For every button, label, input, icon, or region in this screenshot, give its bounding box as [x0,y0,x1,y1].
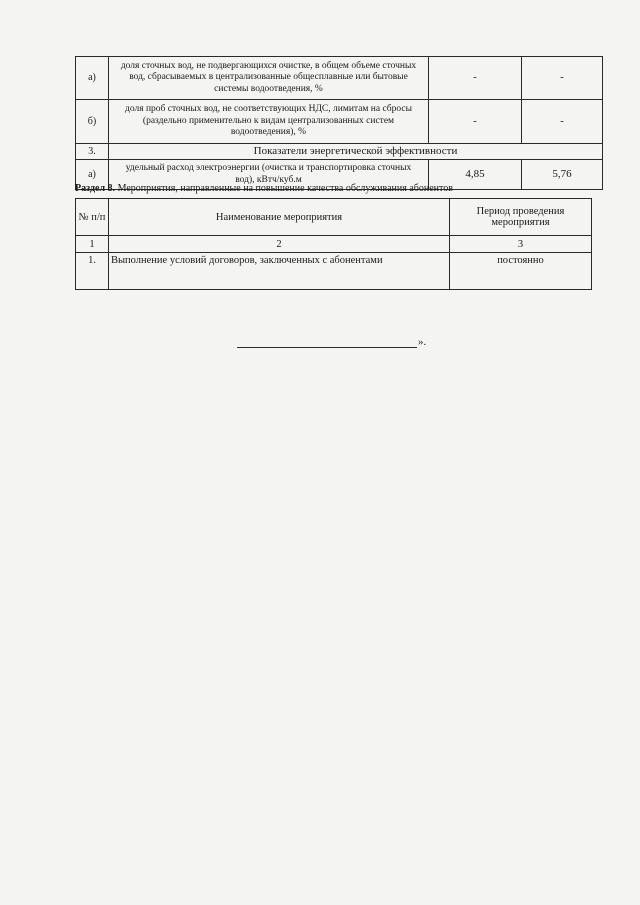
row-number: б) [76,100,109,144]
row-number: 3. [76,144,109,160]
table-header-row [76,199,592,236]
row-number: а) [76,160,109,190]
table-row [76,144,603,160]
indicator-name: доля сточных вод, не подвергающихся очистке, в общем объеме сточных вод, сбрасываемых в централизованные общесплавные или бытовые системы водоотведения, % [109,57,429,100]
index-period: 3 [450,236,592,253]
measure-name: Выполнение условий договоров, заключенных с абонентами [109,253,450,290]
indicator-value-1: - [429,100,522,144]
indicator-value-1: 4,85 [429,160,522,190]
closing-quote: ». [418,336,427,348]
table-row [76,253,592,290]
measures-table [75,198,592,290]
indicator-name: удельный расход электроэнергии (очистка и транспортировка сточных вод), кВтч/куб.м [109,160,429,190]
indicator-value-2: - [522,100,603,144]
row-number: 1. [76,253,109,290]
index-name: 2 [109,236,450,253]
section-title: Мероприятия, направленные на повышение качества обслуживания абонентов [117,183,453,194]
index-num: 1 [76,236,109,253]
row-number: а) [76,57,109,100]
indicator-name: доля проб сточных вод, не соответствующих НДС, лимитам на сбросы (раздельно применительно к видам централизованных систем водоотведения), % [109,100,429,144]
indicator-value-2: - [522,57,603,100]
header-name: Наименование мероприятия [109,199,450,236]
section-heading [75,183,453,194]
table-row [76,100,603,144]
signature-line [237,347,417,348]
header-num: № п/п [76,199,109,236]
indicator-group-title: Показатели энергетической эффективности [109,144,603,160]
indicator-value-1: - [429,57,522,100]
table-index-row [76,236,592,253]
section-label: Раздел 8. [75,183,116,194]
table-row [76,57,603,100]
measure-period: постоянно [450,253,592,290]
indicator-value-2: 5,76 [522,160,603,190]
header-period: Период проведения мероприятия [450,199,592,236]
indicators-table [75,56,603,190]
